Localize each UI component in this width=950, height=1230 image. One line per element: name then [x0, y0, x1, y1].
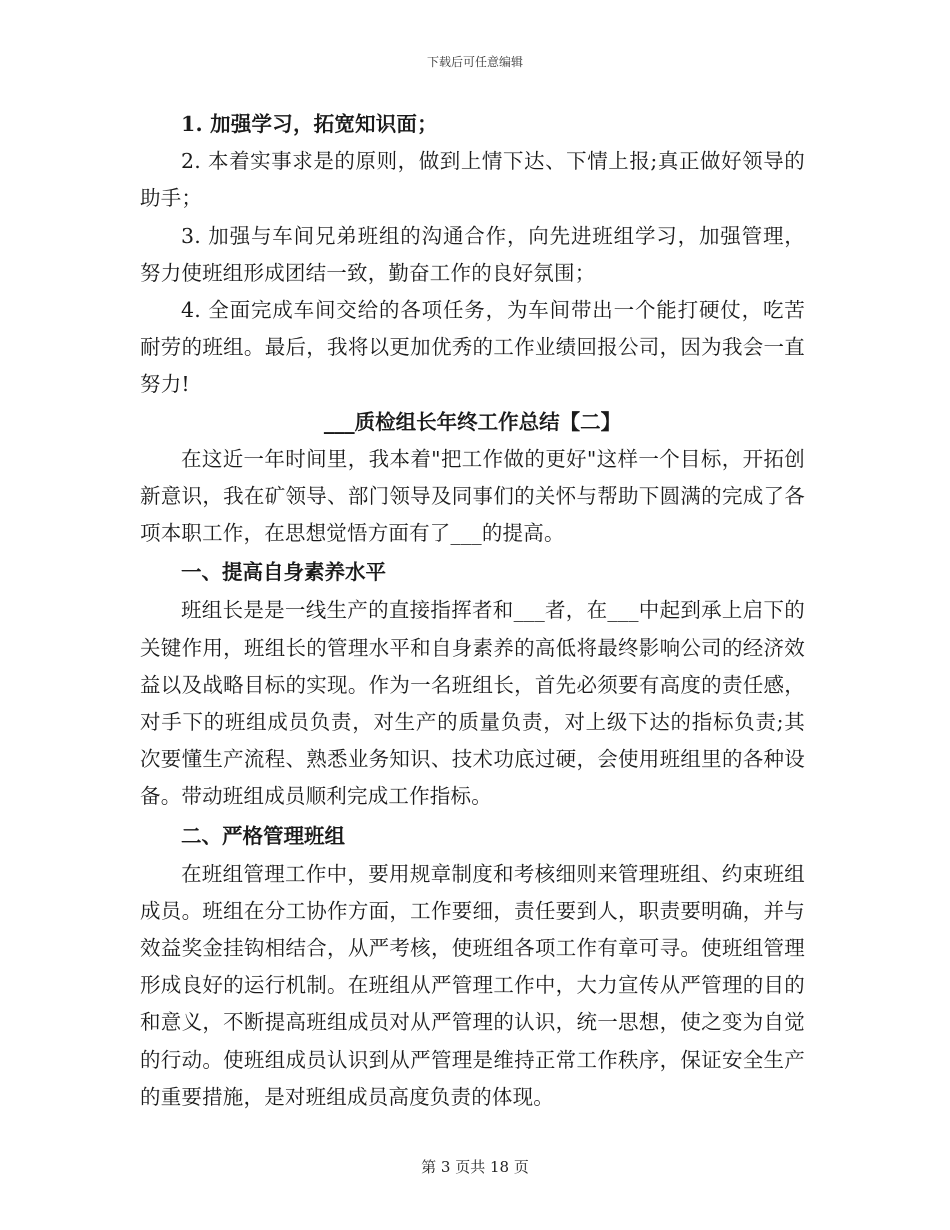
list-item-4: 4. 全面完成车间交给的各项任务，为车间带出一个能打硬仗，吃苦耐劳的班组。最后，我将以更加优秀的工作业绩回报公司，因为我会一直努力! — [140, 298, 805, 397]
page-footer: 第 3 页共 18 页 — [421, 1158, 529, 1176]
page-header: 下载后可任意编辑 — [426, 55, 523, 69]
document-title: ___质检组长年终工作总结【二】 — [323, 409, 622, 434]
section-body-1: 班组长是是一线生产的直接指挥者和___者，在___中起到承上启下的关键作用，班组长的管理水平和自身素养的高低将最终影响公司的经济效益以及战略目标的实现。作为一名班组长，首先必须要有高度的责任感，对手下的班组成员负责，对生产的质量负责，对上级下达的指标负责;其次要懂生产流程、熟悉业务知识、技术功底过硬，会使用班组里的各种设备。带动班组成员顺利完成工作指标。 — [140, 598, 805, 809]
list-item-1: 1. 加强学习，拓宽知识面； — [181, 112, 438, 136]
section-heading-2: 二、严格管理班组 — [181, 823, 345, 848]
list-item-3: 3. 加强与车间兄弟班组的沟通合作，向先进班组学习，加强管理，努力使班组形成团结一致，勤奋工作的良好氛围； — [140, 223, 805, 285]
list-item-2: 2. 本着实事求是的原则，做到上情下达、下情上报;真正做好领导的助手； — [140, 149, 805, 211]
section-heading-1: 一、提高自身素养水平 — [181, 560, 386, 585]
document-body — [140, 106, 805, 1116]
section-body-2: 在班组管理工作中，要用规章制度和考核细则来管理班组、约束班组成员。班组在分工协作方面，工作要细，责任要到人，职责要明确，并与效益奖金挂钩相结合，从严考核，使班组各项工作有章可寻。使班组管理形成良好的运行机制。在班组从严管理工作中，大力宣传从严管理的目的和意义，不断提高班组成员对从严管理的认识，统一思想，使之变为自觉的行动。使班组成员认识到从严管理是维持正常工作秩序，保证安全生产的重要措施，是对班组成员高度负责的体现。 — [140, 861, 805, 1109]
intro-paragraph: 在这近一年时间里，我本着"把工作做的更好"这样一个目标，开拓创新意识，我在矿领导、部门领导及同事们的关怀与帮助下圆满的完成了各项本职工作，在思想觉悟方面有了___的提高。 — [140, 446, 805, 546]
